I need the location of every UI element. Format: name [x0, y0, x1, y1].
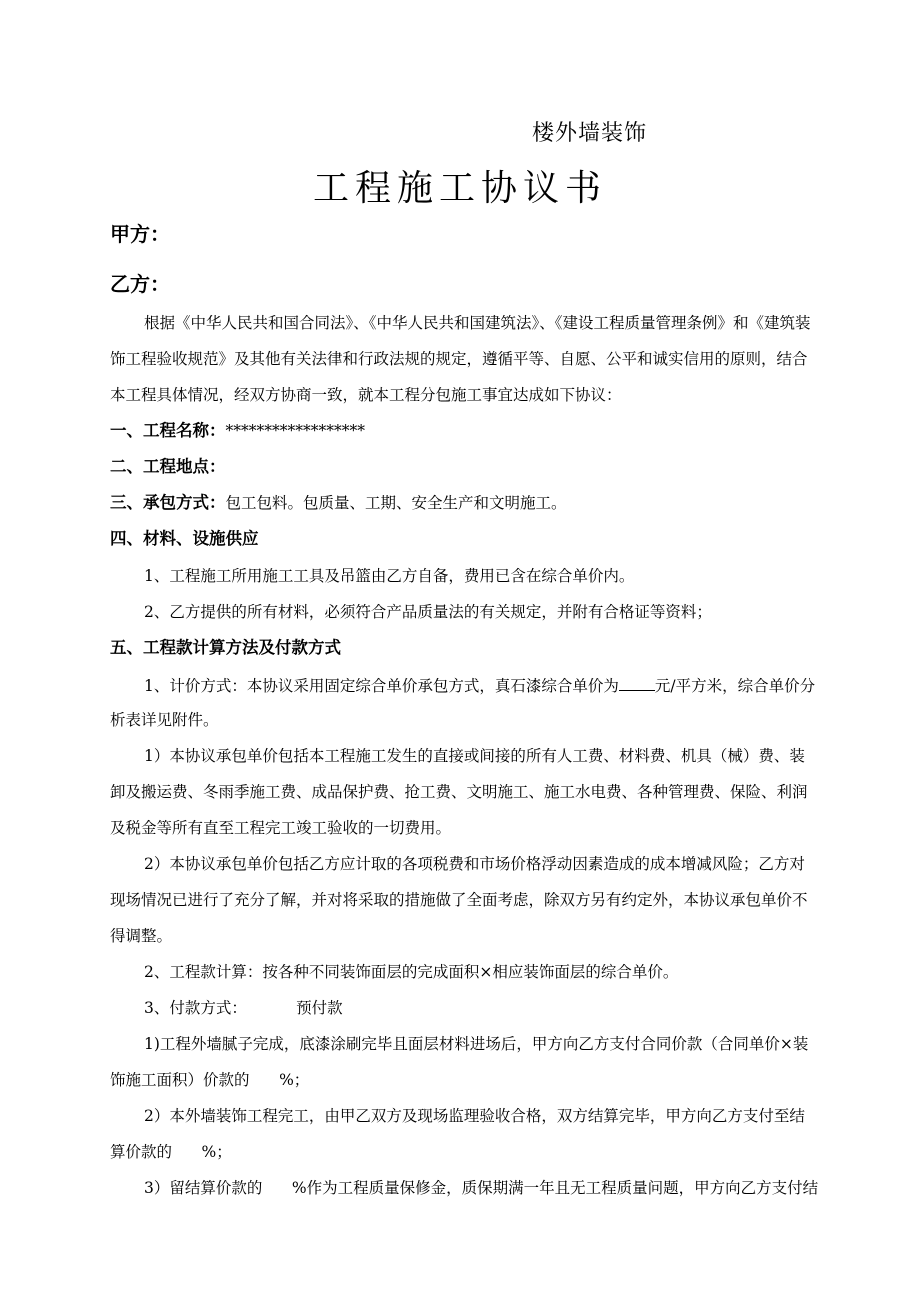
contract-method-value: 包工包料。包质量、工期、安全生产和文明施工。: [225, 494, 567, 512]
unit-price-scope-line-3: 及税金等所有直至工程完工竣工验收的一切费用。: [110, 819, 452, 837]
section-label: 一、工程名称：: [110, 421, 226, 440]
section-materials: [110, 529, 259, 549]
materials-item-2: 2、乙方提供的所有材料，必须符合产品质量法的有关规定，并附有合格证等资料；: [144, 603, 712, 621]
intro-line-1: 根据《中华人民共和国合同法》、《中华人民共和国建筑法》、《建设工程质量管理条例》和《建筑装: [144, 314, 811, 332]
unit-price-blank: [619, 674, 655, 691]
intro-line-2: 饰工程验收规范》及其他有关法律和行政法规的规定，遵循平等、自愿、公平和诚实信用的原则，结合: [110, 350, 808, 368]
risk-clause-line-3: 得调整。: [110, 927, 173, 945]
unit-price-scope-line-2: 卸及搬运费、冬雨季施工费、成品保护费、抢工费、文明施工、施工水电费、各种管理费、保险、利润: [110, 783, 808, 801]
section-project-location: [110, 457, 226, 477]
intro-line-3: 本工程具体情况，经双方协商一致，就本工程分包施工事宜达成如下协议：: [110, 386, 622, 404]
document-subtitle: 楼外墙装饰: [532, 121, 648, 146]
unit-price-scope-line-1: 1）本协议承包单价包括本工程施工发生的直接或间接的所有人工费、材料费、机具（械）费、装: [144, 747, 805, 765]
pricing-text-after: 元/平方米，综合单价分: [654, 677, 816, 695]
section-project-name: [110, 421, 365, 441]
document-title: 工程施工协议书: [312, 168, 607, 209]
pricing-method-line-1: [144, 674, 815, 696]
payment-stage-2-line-1: 2）本外墙装饰工程完工，由甲乙双方及现场监理验收合格，双方结算完毕，甲方向乙方支付至结: [144, 1107, 805, 1125]
calculation-clause: 2、工程款计算：按各种不同装饰面层的完成面积×相应装饰面层的综合单价。: [144, 963, 679, 981]
section-contract-method: [110, 493, 567, 513]
section-label: 四、材料、设施供应: [110, 529, 259, 548]
pricing-method-line-2: 析表详见附件。: [110, 711, 219, 729]
risk-clause-line-2: 现场情况已进行了充分了解，并对将采取的措施做了全面考虑，除双方另有约定外，本协议承包单价不: [110, 891, 808, 909]
payment-stage-1-line-2: 饰施工面积）价款的 %；: [110, 1071, 310, 1089]
section-payment: [110, 638, 341, 658]
section-label: 五、工程款计算方法及付款方式: [110, 638, 341, 657]
section-label: 二、工程地点：: [110, 457, 226, 476]
pricing-text-before: 1、计价方式：本协议采用固定综合单价承包方式，真石漆综合单价为: [144, 677, 619, 695]
party-a-label: 甲方：: [110, 222, 170, 246]
payment-stage-1-line-1: 1)工程外墙腻子完成，底漆涂刷完毕且面层材料进场后，甲方向乙方支付合同价款（合同单价×装: [144, 1035, 809, 1053]
payment-method-line: 3、付款方式： 预付款: [144, 999, 343, 1017]
project-name-value: ******************: [225, 422, 365, 440]
retention-clause-line-1: 3）留结算价款的 %作为工程质量保修金，质保期满一年且无工程质量问题，甲方向乙方支付结: [144, 1179, 819, 1197]
risk-clause-line-1: 2）本协议承包单价包括乙方应计取的各项税费和市场价格浮动因素造成的成本增减风险；乙方对: [144, 855, 805, 873]
materials-item-1: 1、工程施工所用施工工具及吊篮由乙方自备，费用已含在综合单价内。: [144, 567, 635, 585]
section-label: 三、承包方式：: [110, 493, 226, 512]
payment-stage-2-line-2: 算价款的 %；: [110, 1143, 232, 1161]
party-b-label: 乙方：: [110, 272, 170, 296]
